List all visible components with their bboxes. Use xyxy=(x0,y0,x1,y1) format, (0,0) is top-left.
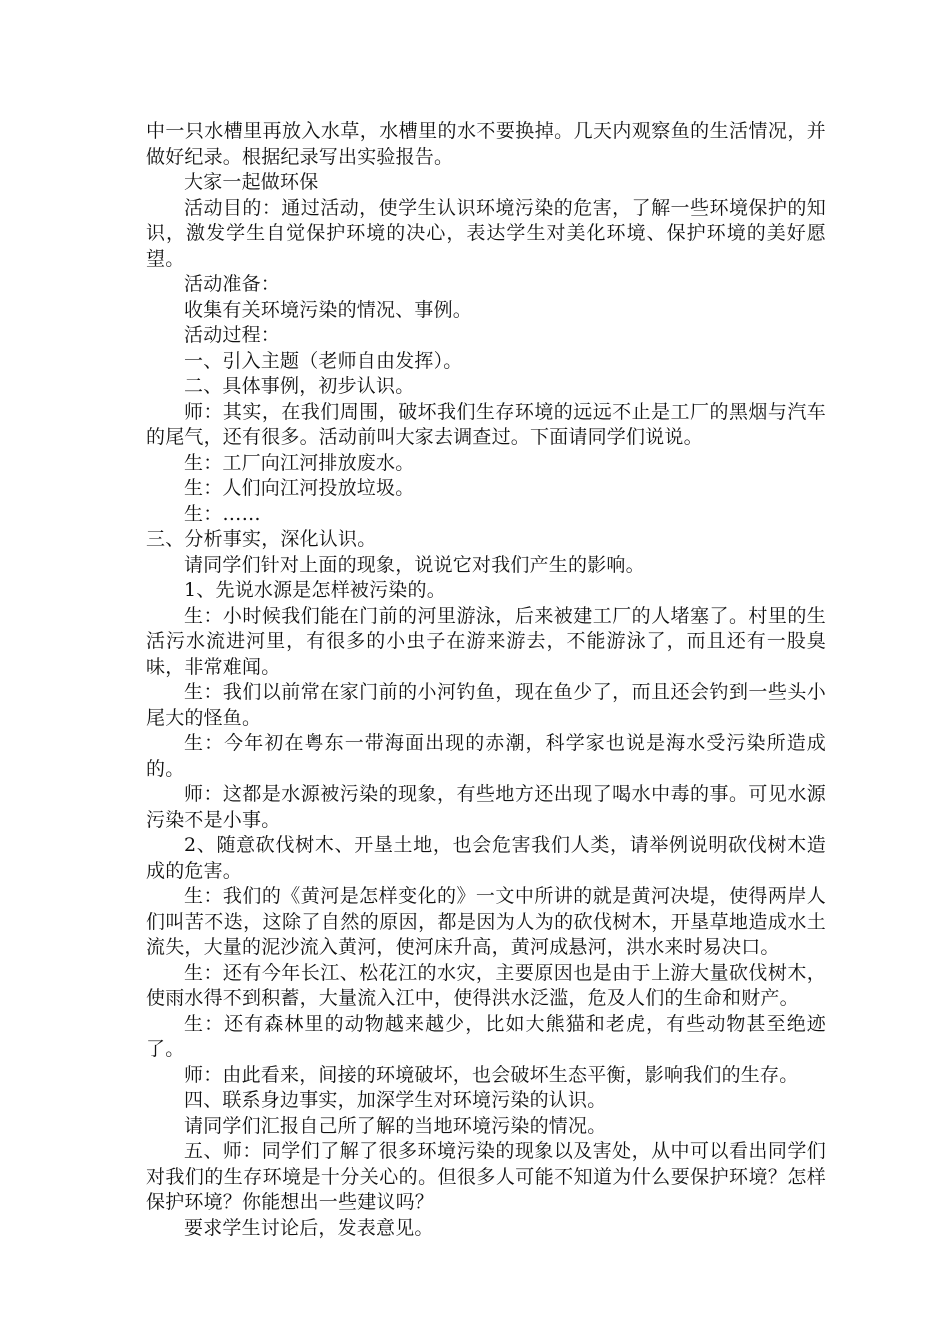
paragraph: 二、具体事例，初步认识。 xyxy=(184,375,415,397)
paragraph: 活动目的：通过活动，使学生认识环境污染的危害，了解一些环境保护的知识，激发学生自觉保护环境的决心，表达学生对美化环境、保护环境的美好愿望。 xyxy=(146,196,826,270)
document-body xyxy=(146,119,826,1241)
paragraph: 活动准备： xyxy=(184,273,281,295)
paragraph: 生：还有森林里的动物越来越少，比如大熊猫和老虎，有些动物甚至绝迹了。 xyxy=(146,1012,826,1060)
paragraph: 师：由此看来，间接的环境破坏，也会破坏生态平衡，影响我们的生存。 xyxy=(184,1063,799,1086)
paragraph: 活动过程： xyxy=(184,324,281,346)
paragraph: 师：其实，在我们周围，破坏我们生存环境的远远不止是工厂的黑烟与汽车的尾气，还有很多。活动前叫大家去调查过。下面请同学们说说。 xyxy=(146,400,826,448)
paragraph: 生：人们向江河投放垃圾。 xyxy=(184,477,415,499)
paragraph: 生：我们的《黄河是怎样变化的》一文中所讲的就是黄河决堤，使得两岸人们叫苦不迭，这除了自然的原因，都是因为人为的砍伐树木，开垦草地造成水土流失，大量的泥沙流入黄河，使河床升高，黄河成悬河，洪水来时易决口。 xyxy=(146,885,826,958)
paragraph: 生：今年初在粤东一带海面出现的赤潮，科学家也说是海水受污染所造成的。 xyxy=(146,732,826,780)
paragraph: 生：工厂向江河排放废水。 xyxy=(184,451,415,474)
paragraph: 生：我们以前常在家门前的小河钓鱼，现在鱼少了，而且还会钓到一些头小尾大的怪鱼。 xyxy=(146,681,826,729)
paragraph: 师：这都是水源被污染的现象，有些地方还出现了喝水中毒的事。可见水源污染不是小事。 xyxy=(146,783,826,831)
paragraph: 请同学们针对上面的现象，说说它对我们产生的影响。 xyxy=(184,553,645,576)
paragraph: 一、引入主题（老师自由发挥）。 xyxy=(184,349,463,372)
paragraph: 生：…… xyxy=(184,502,261,525)
paragraph: 五、师：同学们了解了很多环境污染的现象以及害处，从中可以看出同学们对我们的生存环境是十分关心的。但很多人可能不知道为什么要保护环境？怎样保护环境？你能想出一些建议吗？ xyxy=(146,1140,826,1213)
section-title: 大家一起做环保 xyxy=(184,171,319,193)
paragraph: 四、联系身边事实，加深学生对环境污染的认识。 xyxy=(184,1089,607,1111)
paragraph: 1、先说水源是怎样被污染的。 xyxy=(184,579,446,601)
paragraph: 收集有关环境污染的情况、事例。 xyxy=(184,298,473,321)
paragraph: 中一只水槽里再放入水草，水槽里的水不要换掉。几天内观察鱼的生活情况，并做好纪录。根据纪录写出实验报告。 xyxy=(146,120,826,168)
paragraph: 请同学们汇报自己所了解的当地环境污染的情况。 xyxy=(184,1114,607,1137)
paragraph: 2、随意砍伐树木、开垦土地，也会危害我们人类，请举例说明砍伐树木造成的危害。 xyxy=(146,834,826,882)
paragraph: 生：小时候我们能在门前的河里游泳，后来被建工厂的人堵塞了。村里的生活污水流进河里，有很多的小虫子在游来游去，不能游泳了，而且还有一股臭味，非常难闻。 xyxy=(146,604,826,678)
paragraph: 生：还有今年长江、松花江的水灾，主要原因也是由于上游大量砍伐树木，使雨水得不到积蓄，大量流入江中，使得洪水泛滥，危及人们的生命和财产。 xyxy=(146,961,826,1009)
paragraph: 要求学生讨论后，发表意见。 xyxy=(184,1216,434,1239)
paragraph: 三、分析事实，深化认识。 xyxy=(146,528,377,550)
